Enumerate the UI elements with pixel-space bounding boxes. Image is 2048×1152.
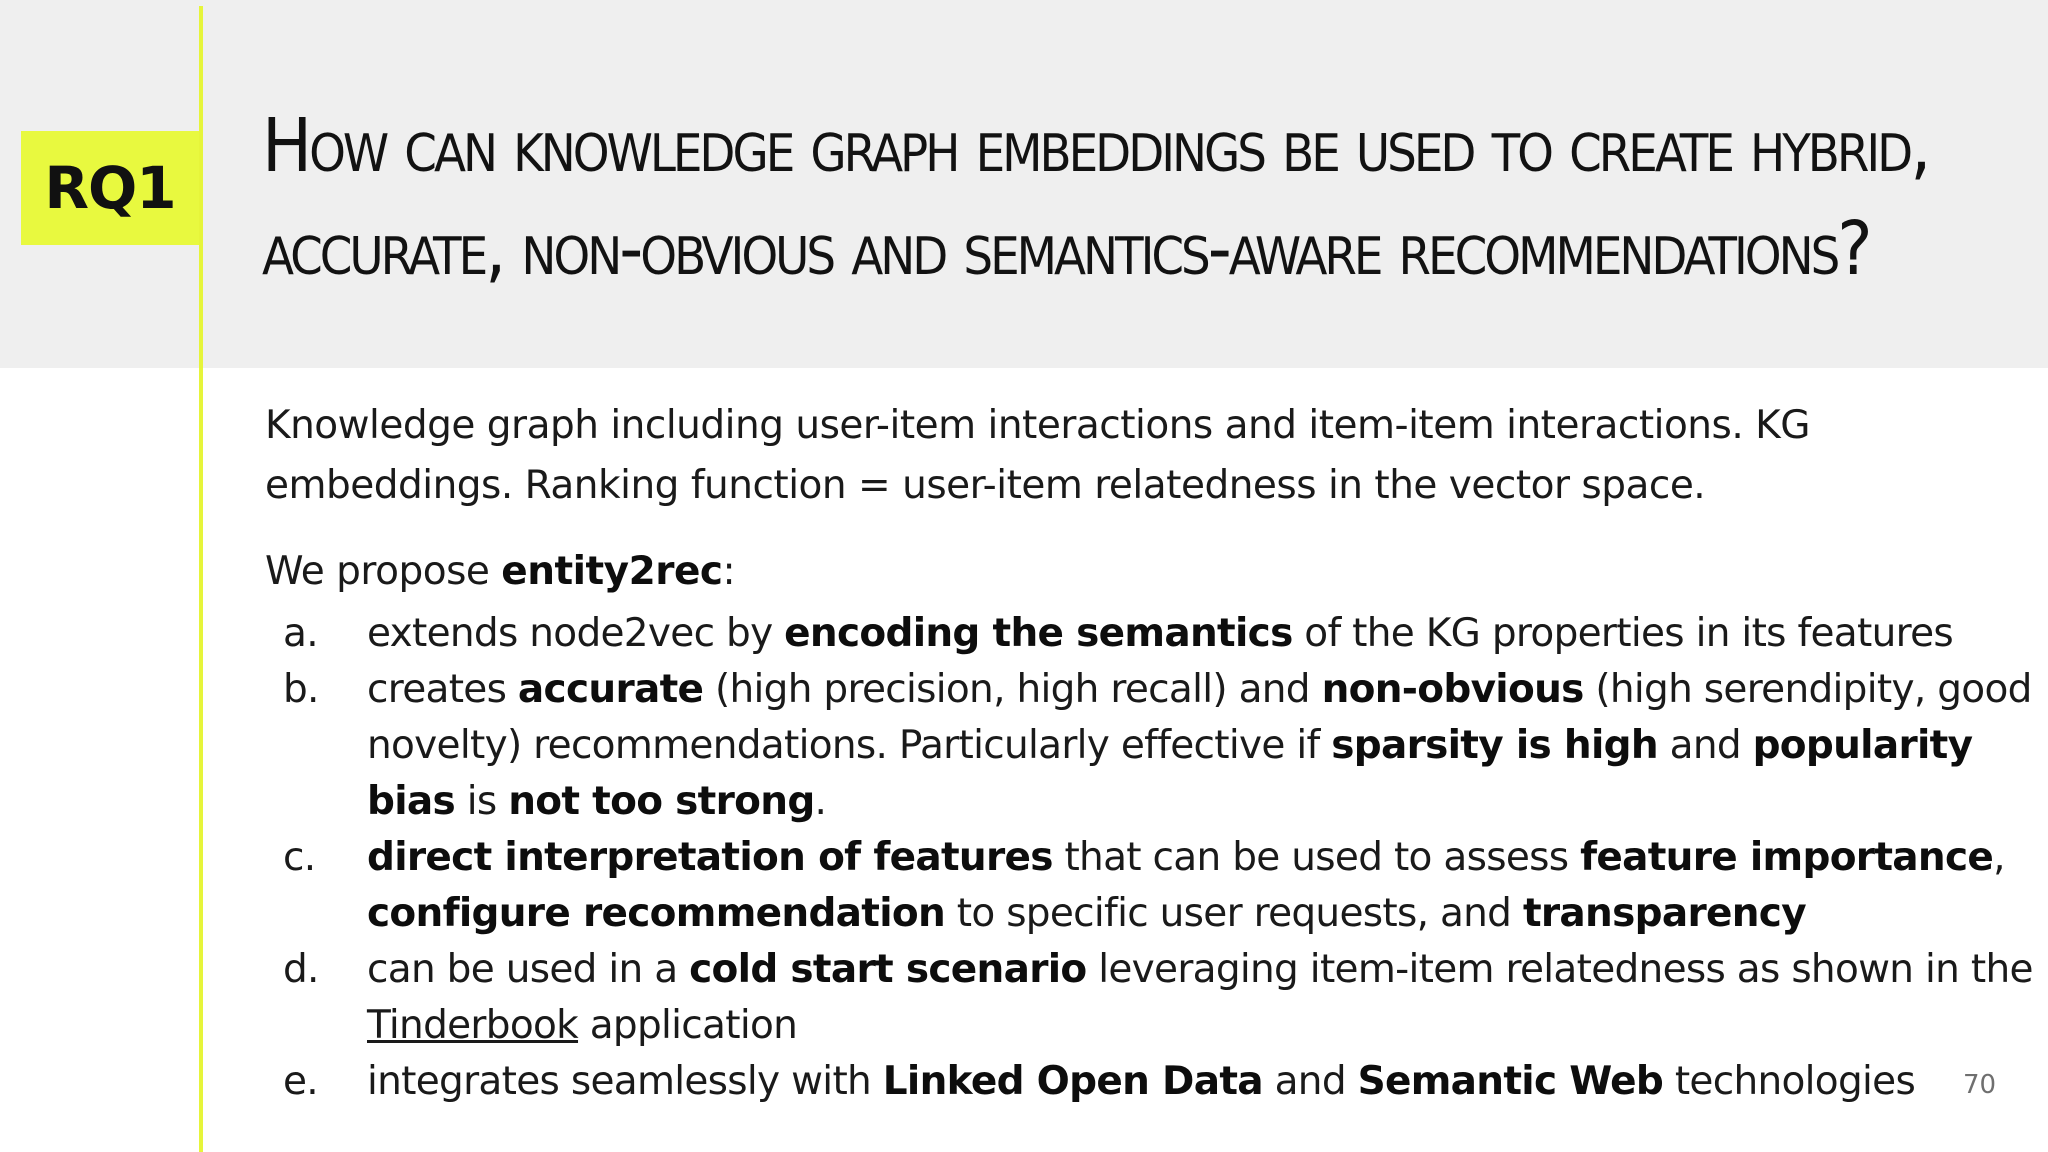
item-text: , xyxy=(1993,835,2005,880)
item-text: is xyxy=(455,779,509,824)
item-text: (high serendipity, good novelty) recommendations. Particularly effective if xyxy=(367,667,2032,768)
item-bold: feature importance xyxy=(1580,835,1994,880)
item-text: can be used in a xyxy=(367,947,690,992)
item-text: creates xyxy=(367,667,518,712)
item-bold: configure recommendation xyxy=(367,891,946,936)
list-item-e xyxy=(265,1054,2040,1110)
list-item-d xyxy=(265,942,2040,1054)
item-bold: cold start scenario xyxy=(689,947,1087,992)
item-bold: accurate xyxy=(517,667,704,712)
item-text: technologies xyxy=(1663,1059,1916,1104)
item-text: of the KG properties in its features xyxy=(1292,611,1954,656)
proposal-line xyxy=(265,542,2040,602)
item-text: that can be used to assess xyxy=(1052,835,1581,880)
list-marker: d. xyxy=(283,947,319,992)
list-item-c xyxy=(265,830,2040,942)
item-bold: sparsity is high xyxy=(1331,723,1658,768)
list-item-b xyxy=(265,662,2040,830)
list-item-a xyxy=(265,606,2040,662)
item-text: and xyxy=(1657,723,1753,768)
item-bold: not too strong xyxy=(508,779,815,824)
item-text: . xyxy=(814,779,827,824)
proposal-name: entity2rec xyxy=(501,549,723,594)
item-text: extends node2vec by xyxy=(367,611,785,656)
item-text: and xyxy=(1262,1059,1358,1104)
tinderbook-link[interactable]: Tinderbook xyxy=(367,1003,579,1048)
item-bold: Linked Open Data xyxy=(882,1059,1263,1104)
list-marker: b. xyxy=(283,667,319,712)
item-bold: Semantic Web xyxy=(1357,1059,1664,1104)
item-bold: non-obvious xyxy=(1321,667,1584,712)
item-text: leveraging item-item relatedness as shown in the xyxy=(1086,947,2033,992)
slide-body xyxy=(265,396,2040,1110)
item-bold: direct interpretation of features xyxy=(367,835,1053,880)
item-text: (high precision, high recall) and xyxy=(703,667,1322,712)
list-marker: e. xyxy=(283,1059,318,1104)
slide-title: How can knowledge graph embeddings be used to create hybrid, accurate, non-obvious and semantics-aware recommendations? xyxy=(262,103,1929,292)
proposal-prefix: We propose xyxy=(265,549,502,594)
item-bold: popularity bias xyxy=(367,723,1973,824)
item-bold: encoding the semantics xyxy=(784,611,1293,656)
proposal-suffix: : xyxy=(722,549,736,594)
rq-badge: RQ1 xyxy=(21,131,199,245)
page-number: 70 xyxy=(1963,1070,1997,1100)
item-text: to specific user requests, and xyxy=(945,891,1523,936)
item-text: application xyxy=(578,1003,798,1048)
accent-line xyxy=(199,6,203,1152)
item-text: integrates seamlessly with xyxy=(367,1059,883,1104)
list-marker: c. xyxy=(283,835,316,880)
intro-paragraph: Knowledge graph including user-item interactions and item-item interactions. KG embeddings. Ranking function = user-item relatedness in the vector space. xyxy=(265,403,1810,508)
contribution-list xyxy=(265,606,2040,1110)
item-bold: transparency xyxy=(1522,891,1806,936)
list-marker: a. xyxy=(283,611,318,656)
